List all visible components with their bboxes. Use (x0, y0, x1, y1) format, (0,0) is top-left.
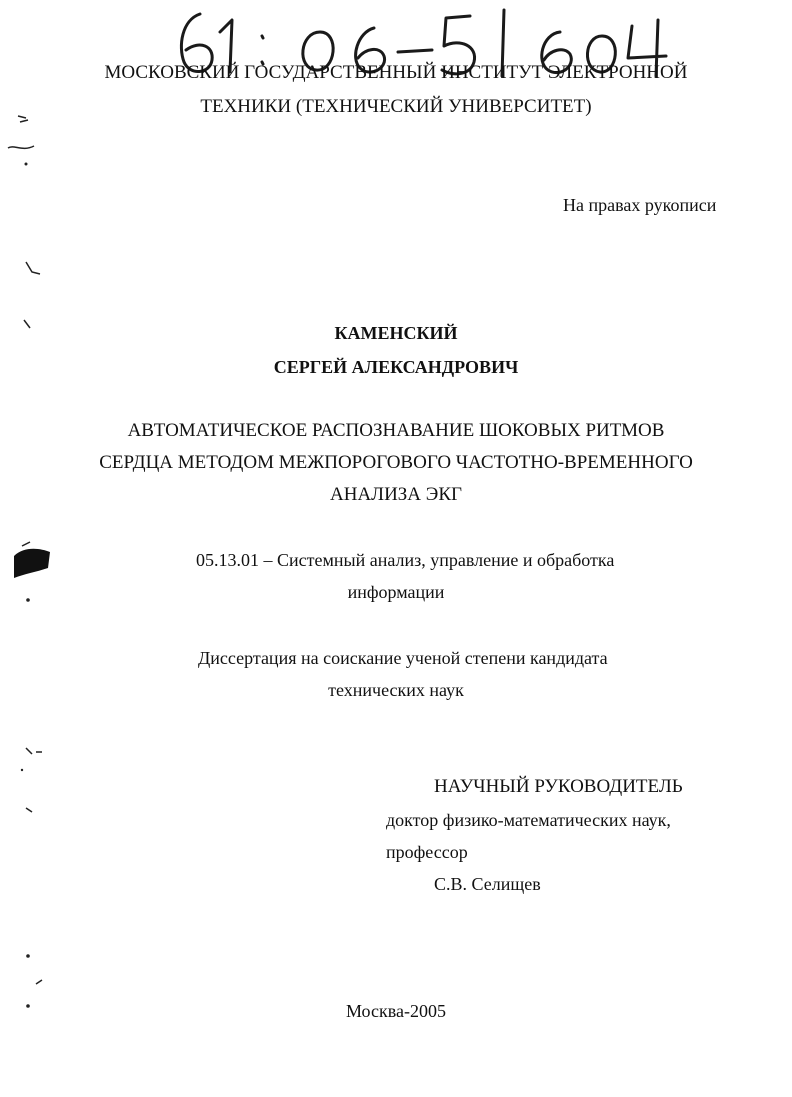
supervisor-title: профессор (386, 842, 468, 862)
supervisor-name: С.В. Селищев (434, 874, 541, 894)
manuscript-note: На правах рукописи (563, 195, 717, 215)
specialty-code-line2: информации (347, 582, 445, 602)
degree-statement-line2: технических наук (328, 680, 464, 700)
supervisor-rank: доктор физико-математических наук, (386, 810, 671, 830)
institute-name-line1: МОСКОВСКИЙ ГОСУДАРСТВЕННЫЙ ИНСТИТУТ ЭЛЕКТРОННОЙ (104, 62, 688, 83)
degree-statement-line1: Диссертация на соискание ученой степени кандидата (198, 648, 608, 668)
dissertation-title-line1: АВТОМАТИЧЕСКОЕ РАСПОЗНАВАНИЕ ШОКОВЫХ РИТМОВ (127, 420, 665, 441)
dissertation-title-line3: АНАЛИЗА ЭКГ (330, 484, 462, 505)
author-given-names: СЕРГЕЙ АЛЕКСАНДРОВИЧ (273, 357, 519, 377)
supervisor-heading: НАУЧНЫЙ РУКОВОДИТЕЛЬ (434, 776, 683, 797)
dissertation-title-line2: СЕРДЦА МЕТОДОМ МЕЖПОРОГОВОГО ЧАСТОТНО-ВРЕМЕННОГО (99, 452, 693, 473)
city-year: Москва-2005 (346, 1001, 446, 1021)
scan-marks (0, 100, 60, 1040)
author-surname: КАМЕНСКИЙ (334, 323, 458, 343)
specialty-code-line1: 05.13.01 – Системный анализ, управление и обработка (196, 550, 615, 570)
institute-name-line2: ТЕХНИКИ (ТЕХНИЧЕСКИЙ УНИВЕРСИТЕТ) (200, 96, 592, 117)
